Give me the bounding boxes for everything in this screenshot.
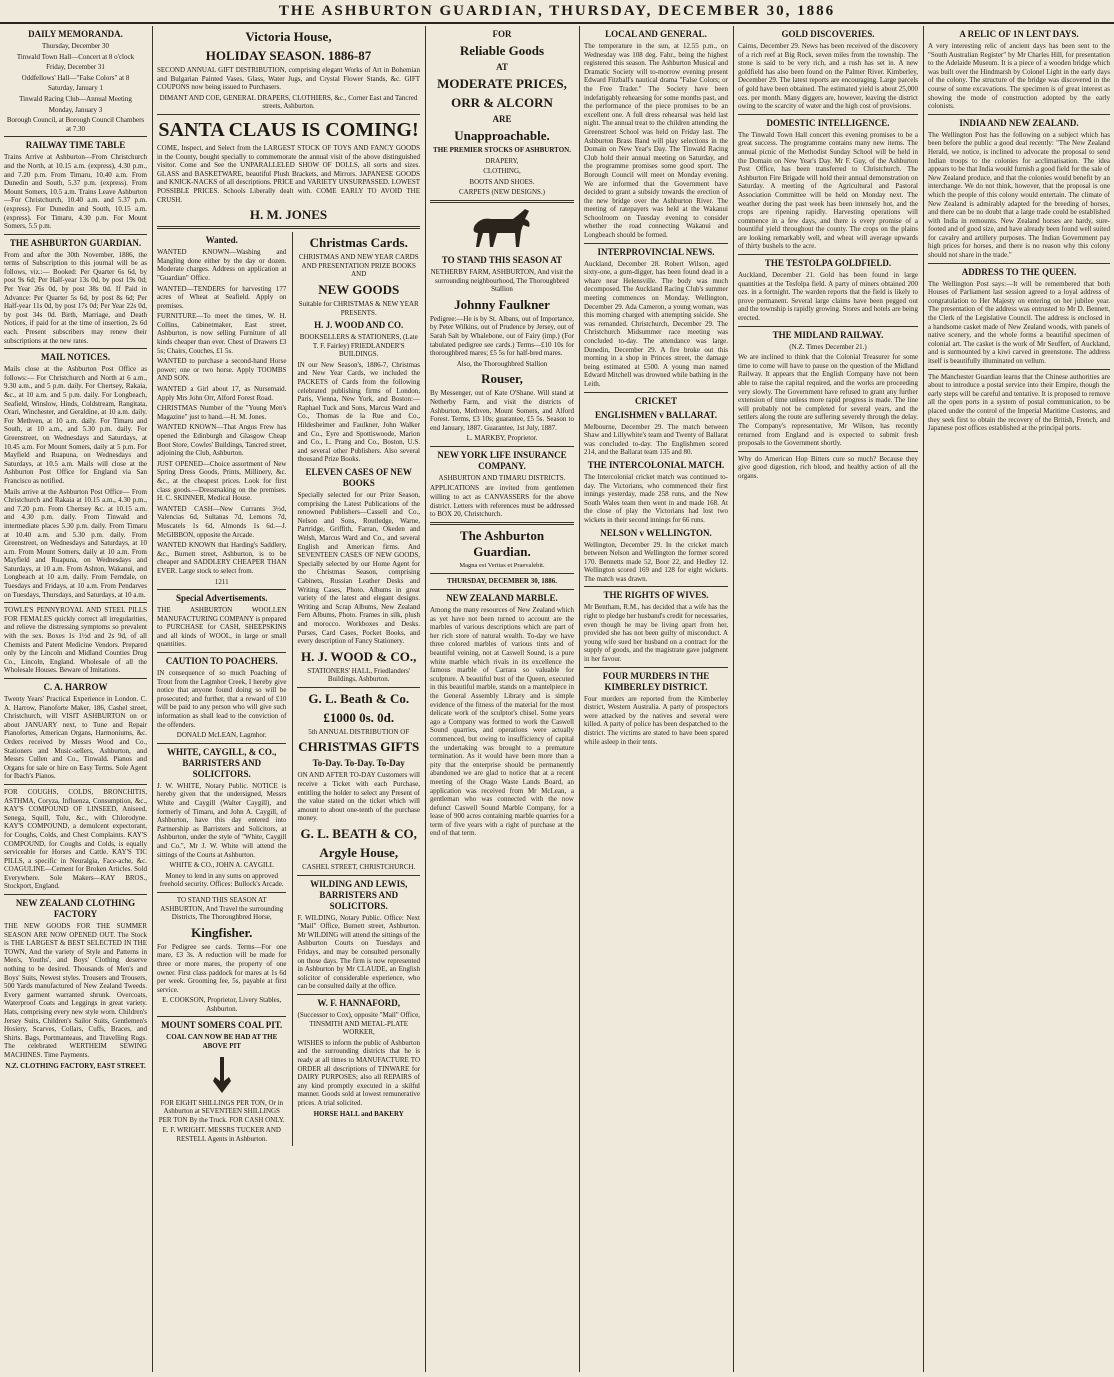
rouser-sign: L. MARKBY, Proprietor. <box>466 434 538 443</box>
clothing-title: NEW ZEALAND CLOTHING FACTORY <box>15 898 136 920</box>
kingfisher-sign: E. COOKSON, Proprietor, Livery Stables, Ashburton. <box>162 996 282 1013</box>
holiday-sign: DIMANT AND COE, GENERAL DRAPERS, CLOTHIERS, &c., Corner East and Tancred streets, Ashburton. <box>159 93 418 111</box>
wives-title: THE RIGHTS OF WIVES. <box>603 590 709 601</box>
reliable-goods: Reliable Goods <box>459 43 545 58</box>
kingfisher-text: For Pedigree see cards. Terms—For one mare, £3 3s. A reduction will be made for three or more mares, the property of one owner. First class paddock for mares at 1s 6d per week. Grooming fee, 5s, payable at first service. <box>157 942 287 994</box>
india-title: INDIA AND NEW ZEALAND. <box>959 117 1079 128</box>
clothing-ad: THE NEW GOODS FOR THE SUMMER SEASON ARE NOW OPENED OUT. The Stock is THE LARGEST & BEST SELECTED IN THE TOWN, And the variety of Style and Patterns in Men's, Youths', and Boys' Clothing deserve nothing to be desired. Thousands of Men's and Boys' Suits, Newest styles. Trousers and Trousers, 500 Yards manufactured of New Zealand Tweeds. Every garment warranted shrunk. Overcoats, Waterproof Coats and Leggings in great variety. Hats, comprising every new style worn. Children's Jersey Suits, Children's Sailor Suits, Gentlemen's Hosiery, Scarves, Collars, Cuffs, Braces, and Shirts. Bags, Portmanteaus, and Travelling Rugs. The celebrated WERTHEIM SEWING MACHINES. Time Payments. <box>4 922 147 1059</box>
mail-in-text: Mails arrive at the Ashburton Post Office— From Christchurch and Rakaia at 10.15 a.m., 4.30 p.m., and 7.20 p.m. From Chertsey &c. at 10.15 a.m. and 4.30 p.m. daily. From Tinwald and intermediate places 5.30 p.m. daily. From Timaru at 10.40 a.m. and 5.30 p.m. daily. From Greenstreet, on Wednesdays and Saturdays, at 10 a.m. From Mount Somers, daily at 10 a.m. From Mayfield and Ruapuna, on Wednesdays and Saturdays, at 10 a.m. From Ashton, Wakanui, and Longbeach at 10 a.m. daily. From Ferndale, on Tuesdays and Fridays, at 10 a.m. From Pendarves on Tuesdays, Thursdays, and Saturdays, at 10 a.m. <box>4 487 147 599</box>
midland-sub: (N.Z. Times December 21.) <box>789 342 867 351</box>
memo-item: Thursday, December 30 <box>42 42 109 50</box>
wanted-title: Wanted. <box>205 235 238 246</box>
eleven-title: ELEVEN CASES OF NEW BOOKS <box>305 467 412 488</box>
wanted-item: JUST OPENED—Choice assortment of New Spring Dress Goods, Prints, Millinery, &c. &c., at the cheapest prices. Look for first class goods.—Dressmaking on the premises. H. C. SKINNER, Medical House. <box>157 459 287 503</box>
eleven-text: Specially selected for our Prize Season, comprising the Latest Publications of the renowned Publishers—Cassell and Co., Nelson and Sons, Routledge, Warne, Partridge, Griffith, Farran, Okeden and Welsh, Marcus Ward and Co., and several English and American firms. And SEVENTEEN CASES OF NEW GOODS, Specially selected by our Home Agent for the Christmas Season, comprising Cabinets, Russian Leather Desks and Writing Cases, Photo. Albums in great variety of the latest and elegant designs. Writing and Scrap Albums, New Zealand Fern Albums, Photo. Frames in silk, plush and morocco. Workboxes and Desks. Purses, Card Cases, Pocket Books, and every description of Fancy Stationery. <box>297 491 420 646</box>
wood-footer-sub: STATIONERS' HALL, Friedlanders' Buildings, Ashburton. <box>307 666 411 684</box>
nylife-title: NEW YORK LIFE INSURANCE COMPANY. <box>437 449 567 471</box>
column-2 <box>153 26 424 1372</box>
murder-title: FOUR MURDERS IN THE KIMBERLEY DISTRICT. <box>602 670 710 692</box>
goods-sub: Suitable for CHRISTMAS & NEW YEAR PRESENTS. <box>298 299 419 317</box>
wives-text: Mr Bentham, R.M., has decided that a wife has the right to pledge her husband's credit for necessaries, even though he may be living apart from her, provided she has not been guilty of misconduct. A young wife sued her husband on a contract for the supply of goods, and the magistrate gave judgment in her favour. <box>584 603 728 664</box>
white-footer: Money to lend in any sums on approved freehold security. Offices: Bullock's Arcade. <box>159 871 284 889</box>
argyle-title: G. L. BEATH & CO, <box>300 826 417 842</box>
hannaford-title: W. F. HANNAFORD, <box>317 997 401 1008</box>
sport-title: DOMESTIC INTELLIGENCE. <box>766 117 890 128</box>
midland-title: THE MIDLAND RAILWAY. <box>772 329 884 340</box>
santa-title: SANTA CLAUS IS COMING! <box>158 118 419 141</box>
unapproachable: Unapproachable. <box>454 128 550 143</box>
rouser-title: Rouser, <box>481 371 523 387</box>
beath-sub: 5th ANNUAL DISTRIBUTION OF <box>308 727 410 736</box>
gold-title: GOLD DISCOVERIES. <box>781 29 875 39</box>
coal-sub: COAL CAN NOW BE HAD AT THE ABOVE PIT <box>166 1033 278 1051</box>
woollen-ad: THE ASHBURTON WOOLLEN MANUFACTURING COMPANY is prepared to PURCHASE for CASH, SHEEPSKINS and all kinds of WOOL, in large or small quantities. <box>157 606 287 649</box>
today-line: To-Day. To-Day. To-Day <box>312 758 405 769</box>
wanted-item: WANTED CASH—New Currants 3½d, Valencias 6d, Sultanas 7d, Lemons 7d, Muscatels 1s 6d, Almonds 1s 6d.—J. McGIBBON, opposite the Arcade. <box>157 504 287 539</box>
wood-title: H. J. WOOD AND CO. <box>314 320 404 331</box>
beath-title: G. L. Beath & Co. <box>308 690 410 706</box>
guardian-terms-title: THE ASHBURTON GUARDIAN. <box>9 237 142 248</box>
railway-title: RAILWAY TIME TABLE <box>25 140 126 151</box>
column-4 <box>426 26 578 1372</box>
wilding-title: WILDING AND LEWIS, BARRISTERS AND SOLICITORS. <box>310 878 408 911</box>
kingfisher-intro: TO STAND THIS SEASON AT ASHBURTON, And Travel the surrounding Districts, The Thoroughbred Horse, <box>160 895 284 922</box>
gifts-text: ON AND AFTER TO-DAY Customers will receive a Ticket with each Purchase, entitling the holder to select any Present of the value stated on the ticket which will amount to about one-tenth of the purchase money. <box>297 771 420 823</box>
pills-ad: TOWLE'S PENNYROYAL AND STEEL PILLS FOR FEMALES quickly correct all irregularities, and relieve the distressing symptoms so prevalent with the sex. Boxes 1s 1½d and 2s 9d, of all Chemists and Patent Medicine Vendors. Prepared only by the Lincoln and Midland Counties Drug Co., Lincoln, England. Wholesale of all the Wholesale Houses. Beware of Imitations. <box>4 606 147 675</box>
mail-title: MAIL NOTICES. <box>40 352 111 363</box>
eng-title: ENGLISHMEN v BALLARAT. <box>595 409 717 420</box>
kingfisher-title: Kingfisher. <box>191 924 253 940</box>
wanted-item: WANTED KNOWN that Harding's Saddlery, &c., Burnett street, Ashburton, is to be cheaper and SADDLERY CHEAPER THAN EVER. Large stock to select from. <box>157 541 287 575</box>
premier-stocks: THE PREMIER STOCKS OF ASHBURTON. <box>433 146 571 154</box>
faulkner-title: Johnny Faulkner <box>454 296 550 312</box>
stock-item: BOOTS AND SHOES. <box>469 177 535 186</box>
wilding-text: F. WILDING, Notary Public. Office: Next "Mail" Office, Burnett street, Ashburton. Mr WILDING will attend the sittings of the Ashburton Courts on Tuesdays and Fridays, and may be consulted personally on those days. The firm is now represented in Ashburton by Mr CLAUDE, an English solicitor of considerable experience, who can be consulted daily at the office. <box>297 913 420 991</box>
argyle-addr: CASHEL STREET, CHRISTCHURCH. <box>302 863 416 872</box>
holiday-title: HOLIDAY SEASON. 1886-87 <box>205 48 372 63</box>
rouser-text: By Messenger, out of Kate O'Shane. Will stand at Netherby Farm, and visit the districts of Ashburton, Methven, Mount Somers, and Alford Forest. Terms, £3 10s; guarantee, £5 5s. Season to end January, 1887. Guarantee, 1st July, 1887. <box>430 389 574 432</box>
queen-text: The Wellington Post says:—It will be remembered that both Houses of Parliament last session agreed to a loyal address of congratulation to Her Majesty on entering on her jubilee year. The presentation of the address was entrusted to Mr D. Bennett, the Clerk of the Legislative Council. The address is enclosed in a handsome casket made of New Zealand woods, with panels of native scenery, and the whole forms a beautiful specimen of colonial art. The casket is the work of Mr Seuffert, of Auckland, and is surmounted by a kiwi carved in greenstone. The address itself is beautifully illuminated on vellum. <box>928 279 1110 365</box>
inter-title: INTERPROVINCIAL NEWS. <box>597 246 715 257</box>
white-text: J. W. WHITE, Notary Public. NOTICE is hereby given that the undersigned, Messrs White and Caygill (Walter Caygill), and formerly of Timaru, and John A. Caygill, of Ashburton, have this day entered into Partnership as Barristers and Solicitors, at Ashburton, under the style of "White, Caygill and Co.", Mr J. W. White will attend the sittings of the Courts at Ashburton. <box>157 781 287 859</box>
clothing-footer: N.Z. CLOTHING FACTORY, EAST STREET. <box>5 1061 146 1070</box>
memo-item: Tinwald Town Hall—Concert at 8 o'clock <box>16 52 135 61</box>
local-title: LOCAL AND GENERAL. <box>605 29 707 39</box>
wanted-item: CHRISTMAS Number of the "Young Men's Magazine" just to hand.—H. M. Jones. <box>157 404 287 421</box>
wanted-item: 1211 <box>214 577 229 586</box>
are-line: ARE <box>492 114 512 124</box>
faulkner-text: Pedigree:—He is by St. Albans, out of Importance, by Peter Wilkins, out of Prudence by Jersey, out of Sarah Salt by Whalebone, out of Fairy (imp.) (For tabulated pedigree see cards.) Terms—£10 10s for thoroughbred mares; £5 5s for half-bred mares. <box>430 314 574 358</box>
wanted-item: WANTED to purchase a second-hand Horse power; one or two horse. Apply TOOMBS AND SON. <box>157 357 287 383</box>
railway-text: Trains Arrive at Ashburton—From Christchurch and the North, at 10.15 a.m. (express), 4.30 p.m., and 7.20 p.m. From Timaru, 10.40 a.m. From Dunedin and South, 5.37 p.m. (express). From Mount Somers, 10.5 a.m. Trains Leave Ashburton—For Christchurch, 10.40 a.m. and 5.37 p.m. (express). For Dunedin and South, 10.15 a.m. (express). For Timaru, 4.30 p.m. For Mount Somers, 5.5 p.m. <box>4 153 147 231</box>
wanted-item: FURNITURE—To meet the times, W. H. Collins, Cabinetmaker, East street, Ashburton, is now selling Furniture of all kinds cheaper than ever. Chest of Drawers £3 5s; Chairs, Couches, £1 5s. <box>157 312 287 355</box>
india-text: The Wellington Post has the following on a subject which has been before the public a good deal recently: "The New Zealand Herald, we notice, is inclined to advocate the proposal to send Indian troops to the colonies for acclimatisation. The idea appears to be that India would furnish a good field for the sale of New Zealand produce, and that the colonies would benefit by an interchange. We do not think, however, that the proposal is one which the people of this colony would entertain. The climate of New Zealand is admirably adapted for the breeding of horses, and there can be no doubt that a large trade could be established with India in remounts. New Zealand horses are hardy, sure-footed and of good size, and have already been found well suited for cavalry and artillery purposes. The Indian Government pay high prices for horses, and there is no reason why this colony should not share in the trade." <box>928 130 1110 260</box>
wood-footer-title: H. J. WOOD & CO., <box>301 648 417 664</box>
col3-inner <box>292 232 420 1146</box>
midland-text: We are inclined to think that the Colonial Treasurer for some time to come will have to pause on the question of the Midland Railway. It appears that the English Company have not been able to raise the capital required, and the works are proceeding very slowly. The Government have refused to grant any further extension of time unless more rapid progress is made. The line will probably not be completed for several years, and the settlers along the route are suffering severely through the delay. The Company's representative, Mr Wilson, has recently returned from England and is expected to submit fresh proposals to the Government shortly. <box>738 353 918 448</box>
santa-text: COME, Inspect, and Select from the LARGEST STOCK OF TOYS AND FANCY GOODS in the County, bought specially to commemorate the annual visit of the above distinguished visitor. Come and See the UNPARALLELED SHOW OF DOLLS, all sorts and sizes. GLASS and BASKETWARE, beautiful Plush Brackets, and Mirrors. JAPANESE GOODS and KNICK-NACKS of all descriptions. PRICE and VARIETY UNSURPASSED. LOWEST POSSIBLE PRICES. Schools Liberally dealt with. COME EARLY TO AVOID THE CRUSH. <box>157 143 420 204</box>
column-1 <box>0 26 151 1372</box>
hand-pointer-icon <box>207 1055 237 1095</box>
also-line: Also, the Thoroughbred Stallion <box>456 359 548 368</box>
marble-text: Among the many resources of New Zealand which as yet have not been turned to account are the marbles of various descriptions which are part of her rich store of natural wealth. To-day we have three colored marbles of various tints and of beautiful veining, not at Caswell Sound, is a pure white marble which rivals in its excellence the famous marble of Carrara so valuable for sculpture. A beautiful bust of the Queen, executed in this beautiful marble, stands on a mantelpiece in the General Assembly Library and is simple evidence of the fitness of the material for the most delicate work of the sculptor's chisel. Some years ago a Company was formed to work the Caswell Sound quarries, and operations were actually commenced, but owing to insufficiency of capital the undertaking was brought to a premature termination. As it would have been more than a pity that the enterprise should be permanently abandoned we are glad to notice that at a recent meeting of the Otago Waste Lands Board, an application was received from Mr McLean, a gentleman who was connected with the now defunct Caswell Sound Marble Company, for a lease of 900 acres containing marble quarries for a term of five years with a right of purchase at the end of that term. <box>430 606 574 838</box>
poachers-text: IN consequence of so much Poaching of Trout from the Lagmhor Creek, I hereby give notice that anyone found doing so will be prosecuted; and further, that a reward of £10 will be paid to any person who will give such information as shall lead to the conviction of the offenders. <box>157 669 287 729</box>
harrow-ad: Twenty Years' Practical Experience in London. C. A. Harrow, Pianoforte Maker, 186, Cashel street, Christchurch, will VISIT ASHBURTON on or about JANUARY next, to Tune and Repair Pianofortes, American Organs, Harmoniums, &c. Orders received by Messrs Wood and Co., Stationers and Music-sellers, Ashburton, and Messrs Cullen and Co., Tinwald. Pianos and Organs for sale or hire on Easy Terms. Sole Agent for Ibach's Pianos. <box>4 695 147 781</box>
beath-amount: £1000 0s. 0d. <box>323 709 395 725</box>
wanted-item: WANTED a Girl about 17, as Nursemaid. Apply Mrs John Orr, Alford Forest Road. <box>157 385 287 402</box>
holiday-text: SECOND ANNUAL GIFT DISTRIBUTION, comprising elegant Works of Art in Bohemian and Bulgarian Painted Vases, Glass, Water Jugs, and Crystal Flower Stands, &c. GIFT COUPONS now being issued to Purchasers. <box>157 66 420 92</box>
gifts-title: CHRISTMAS GIFTS <box>298 739 420 755</box>
stand-title: TO STAND THIS SEASON AT <box>441 254 563 265</box>
memoranda-title: DAILY MEMORANDA. <box>28 29 123 39</box>
nylife-text: APPLICATIONS are invited from gentlemen willing to act as CANVASSERS for the above district. Letters with references must be addressed to BOX 20, Christchurch. <box>430 484 574 519</box>
memo-item: Oddfellows' Hall—"False Colors" at 8 <box>21 73 130 82</box>
manchester-text: The Manchester Guardian learns that the Chinese authorities are about to introduce a postal service into their Empire, though the early steps will be careful and tentative. It is proposed to remove all the open ports in a system of postal communication, to be placed under the control of the Imperial Maritime Customs, and they seek first to obtain the recovery of the British, French, and Japanese post offices established at the principal ports. <box>928 372 1110 433</box>
col2-split <box>157 232 420 1146</box>
poachers-sign: DONALD McLEAN, Lagmhor. <box>176 731 267 740</box>
gold-text: Cairns, December 29. News has been received of the discovery of a rich reef at Big Rock, seven miles from the township. The stone is said to be very rich, and a rush has set in. A new goldfield has also been found on the Palmer River. Kimberley, December 29. The latest reports are encouraging. Large parcels of gold have been obtained. The estimated yield is about 25,000 ozs. per month. Many diggers are, however, leaving the district owing to the scarcity of water and the high cost of provisions. <box>738 42 918 111</box>
testolpa-title: THE TESTOLPA GOLDFIELD. <box>764 258 892 269</box>
memo-item: Borough Council, at Borough Council Chambers at 7.30 <box>6 116 145 133</box>
masthead: THE ASHBURTON GUARDIAN, THURSDAY, DECEMBER 30, 1886 <box>0 0 1114 24</box>
wood-text: IN our New Season's, 1886-7, Christmas and New Year Cards, we included the PACKETS of Cards from the following celebrated publishing firms of London, Paris, Vienna, New York, and Boston:—Raphael Tuck and Sons, Marcus Ward and Co., Thomas de la Rue and Co., Hildesheimer and Faulkner, John Walker and Co., Eyre and Spottiswoode, Marion and Co., L. Prang and Co., Boston, U.S. and several other Publishers. Also several thousand Prize Books. <box>297 360 420 464</box>
queen-title: ADDRESS TO THE QUEEN. <box>961 266 1077 277</box>
memo-item: Tinwald Racing Club—Annual Meeting <box>19 94 132 103</box>
ic-title: THE INTERCOLONIAL MATCH. <box>587 459 725 470</box>
horse-icon <box>467 207 537 251</box>
hannaford-sub: (Successor to Cox), opposite "Mail" Office, TINSMITH AND METAL-PLATE WORKER, <box>297 1010 420 1037</box>
poachers-title: CAUTION TO POACHERS. <box>165 656 278 667</box>
wood-sub: BOOKSELLERS & STATIONERS, (Late T. F. Fairley) FRIEDLANDER'S BUILDINGS. <box>299 333 418 359</box>
memo-item: Monday, January 3 <box>48 105 103 114</box>
hops-text: Why do American Hop Bitters cure so much? Because they give good digestion, rich blood, and healthy action of all the organs. <box>738 454 918 480</box>
murder-text: Four murders are reported from the Kimberley district, Western Australia. A party of prospectors were attacked by the natives and several were killed. A party of police has been despatched to the district. The victims are stated to have been spared while asleep in their tents. <box>584 694 728 746</box>
white-sign: WHITE & CO., JOHN A. CAYGILL <box>169 861 274 870</box>
coughs-ad: FOR COUGHS, COLDS, BRONCHITIS, ASTHMA, Coryza, Influenza, Consumption, &c., KAY'S COMPOUND OF LINSEED, Aniseed, Senega, Squill, Tolu, &c., with Chlorodyne. KAY'S COMPOUND, a demulcent expectorant, for Coughs, Colds, and Chest Complaints. KAY'S COMPOUND, for Coughs and Colds, is equally serviceable for Horses and Cattle. KAY'S TIC PILLS, a specific in Neuralgia, Face-ache, &c. COAGULINE—Cement for Broken Articles. Sold Everywhere. Sole Makers—KAY BROS., Stockport, England. <box>4 787 147 891</box>
at-line: AT <box>496 62 508 72</box>
wanted-item: WANTED KNOWN—Washing and Mangling done either by the day or dozen. Moderate charges. Address on application at "Guardian" Office. <box>157 248 287 282</box>
column-7 <box>924 26 1114 1372</box>
moderate-prices: MODERATE PRICES, <box>437 76 567 91</box>
cards-text: CHRISTMAS AND NEW YEAR CARDS AND PRESENTATION PRIZE BOOKS AND <box>298 253 419 279</box>
ic-text: The Intercolonial cricket match was continued to-day. The Victorians, who commenced their first innings yesterday, made 258 runs, and the New South Wales team then went in and made 168. At the close of play the Victorians had lost two wickets in their second innings for 66 runs. <box>584 472 728 524</box>
stock-item: CARPETS (NEW DESIGNS.) <box>458 188 545 197</box>
orr-alcorn: ORR & ALCORN <box>451 95 553 110</box>
hannaford-text: WISHES to inform the public of Ashburton and the surrounding districts that he is ready at all times to MANUFACTURE TO ORDER all descriptions of TINWARE for DAIRY PURPOSES; also all REPAIRS of any kind promptly executed in a skilful manner. Goods sold at lowest remunerative prices. A trial solicited. <box>297 1038 420 1107</box>
coal-title: MOUNT SOMERS COAL PIT. <box>161 1020 283 1031</box>
column-6 <box>734 26 922 1372</box>
paper-date: THURSDAY, DECEMBER 30, 1886. <box>447 577 557 586</box>
wanted-item: WANTED KNOWN—That Angus Frew has opened the Edinburgh and Glasgow Cheap Boot Store, Cowles' Buildings, Tancred street, adjoining the Club, Ashburton. <box>157 423 287 458</box>
stock-item: DRAPERY, <box>485 156 519 165</box>
marble-title: NEW ZEALAND MARBLE. <box>446 593 558 604</box>
harrow-title: C. A. HARROW <box>43 682 108 692</box>
paper-title: The Ashburton Guardian. <box>459 527 545 559</box>
relic-title: A RELIC OF 1N LENT DAYS. <box>959 29 1079 39</box>
inter-text: Auckland, December 28. Robert Wilson, aged sixty-one, a gum-digger, has been found dead in a whare near Helensville. The body was much decomposed. The Auckland Racing Club's summer meeting commences on Monday. Wellington, December 29. Ada Cameron, a young woman, was this morning charged with attempting suicide. She was remanded. Christchurch, December 29. The Christchurch Midsummer race meeting was concluded to-day. The attendance was large. Dunedin, December 29. A fire broke out this morning in a shop in Princes street, the damage being estimated at £500. A young man named Edward Mitchell was drowned while bathing in the Leith. <box>584 259 728 388</box>
cards-title: Christmas Cards. <box>309 235 408 251</box>
memoranda-list <box>4 42 147 133</box>
cricket-title: CRICKET <box>634 395 677 406</box>
paper-motto: Magna est Veritas et Praevalebit. <box>459 561 545 569</box>
for-line: FOR <box>492 29 512 39</box>
hannaford-footer: HORSE HALL and BAKERY <box>313 1109 404 1118</box>
jones-title: H. M. JONES <box>249 207 328 223</box>
mail-text: Mails close at the Ashburton Post Office as follows:— For Christchurch and North at 6 a.m., 9.30 a.m., and 5 p.m. daily. For Chertsey, Rakaia, &c., at 10 a.m. and 5 p.m. daily. For Longbeach, Seafield, Winslow, Hinds, Coldstream, Rangitata, Orari, Winchester, and Geraldine, at 10 a.m. daily. For Methven, at 10 a.m. daily. For Timaru and South, at 10 a.m., and 5.30 p.m. daily. For Greenstreet, on Wednesdays and Saturdays, at 10.45 a.m. For Mount Somers, daily at 5 p.m. For Mayfield and Ruapuna, on Wednesdays and Saturdays, at 10.5 a.m. Mails will close at the Ashburton Post Office for England via San Francisco as notified. <box>4 365 147 485</box>
guardian-terms-text: From and after the 30th November, 1886, the terms of Subscription to this journal will be as follows, viz.:— Booked: Per Quarter 6s 6d, by post 9s 6d; Per Half-year 13s 0d, by post 19s 0d; Per Year 26s 0d, by post 38s 0d. If Paid in Advance: Per Quarter 5s 6d, by post 8s 6d; Per Half-year 11s 0d, by post 17s 0d; Per Year 22s 0d, by post 34s 0d. Birth, Marriage, and Death Notices, if paid for at the time of insertion, 2s 6d each. Present subscribers may renew their subscriptions at the new rates. <box>4 250 147 345</box>
eng-text: Melbourne, December 29. The match between Shaw and Lillywhite's team and Twenty of Ballarat was concluded to-day. The Englishmen scored 214, and the Ballarat team 135 and 80. <box>584 422 728 457</box>
argyle-sub: Argyle House, <box>319 845 399 861</box>
special-title: Special Advertisements. <box>175 593 268 604</box>
white-title: WHITE, CAYGILL, & CO., BARRISTERS AND SOLICITORS. <box>167 746 277 779</box>
memo-item: Friday, December 31 <box>46 63 105 72</box>
memo-item: Saturday, January 1 <box>48 84 103 93</box>
wanted-column <box>157 232 286 1146</box>
wanted-item: WANTED—TENDERS for harvesting 177 acres of Wheat at Seafield. Apply on premises. <box>157 284 287 310</box>
relic-text: A very interesting relic of ancient days has been sent to the "South Australian Register" by Mr Charles Hill, for presentation to the Adelaide Museum. It is a piece of a wooden bridge which was built over the Hindmarsh by Colonel Light in the early days of the colony. The structure of the bridge was discovered in the course of some excavations. The specimen is of great interest as showing the mode of construction adopted by the early colonists. <box>928 42 1110 111</box>
victoria-title: Victoria House, <box>245 29 332 44</box>
nelson-title: NELSON v WELLINGTON. <box>600 527 712 538</box>
stand-sub: NETHERBY FARM, ASHBURTON, And visit the surrounding neighbourhood, The Thoroughbred Stallion <box>430 267 574 294</box>
sport-text: The Tinwald Town Hall concert this evening promises to be a great success. The programme contains many new items. The annual picnic of the Methodist Sunday School will be held in the Domain on New Year's Day. Mr F. Guy, of the Ashburton Post Office, has been transferred to Christchurch. The Ashburton Fire Brigade will hold their annual demonstration on Saturday. A meeting of the Agricultural and Pastoral Association Committee will be held on Monday next. The weather during the past week has been intensely hot, and the crops are ripening rapidly. Harvesting operations will commence in a few days, and there is every promise of a bountiful yield throughout the county. The crops on the plains are looking remarkably well, and wheat will average upwards of thirty bushels to the acre. <box>738 130 918 251</box>
nylife-sub: ASHBURTON AND TIMARU DISTRICTS. <box>438 473 566 482</box>
coal-text: FOR EIGHT SHILLINGS PER TON, Or in Ashburton at SEVENTEEN SHILLINGS PER TON By the Truck. FOR CASH ONLY. <box>158 1098 285 1124</box>
goods-title: NEW GOODS <box>318 281 400 297</box>
coal-sign: E. F. WRIGHT. MESSRS TUCKER AND RESTELL Agents in Ashburton. <box>162 1126 281 1144</box>
testolpa-text: Auckland, December 21. Gold has been found in large quantities at the Tesfolpa field. A party of miners obtained 200 ozs. in a fortnight. The warden reports that the field is likely to prove permanent. Several large claims have been pegged out and the township is rapidly growing. Stores and hotels are being erected. <box>738 271 918 323</box>
nelson-text: Wellington, December 29. In the cricket match between Nelson and Wellington the former scored 170. Bennetts made 52, Boor 22, and Hedley 12. Wellington scored 169 and 128 for eight wickets. The match was drawn. <box>584 540 728 583</box>
stock-item: CLOTHING, <box>483 167 521 176</box>
local-text: The temperature in the sun, at 12.55 p.m., on Wednesday was 108 deg. Fahr., being the highest registered this season. The Ashburton Musical and Dramatic Society will to-morrow evening present Edward Fitzball's nautical drama "False Colors; or the Free Trader." The Society have been indefatigably rehearsing for some months past, and the performance of the piece promises to be an excellent one. A full dress rehearsal was held last night. The annual treat to the children attending the Greenstreet School was held on Friday last. The Ashburton Brass Band will play selections in the Domain on New Year's Day. The Tinwald Racing Club hold their annual meeting on Saturday, and the programme promises some good sport. The Borough Council will meet on Monday evening. We are informed that the Government have decided to grant a subsidy towards the erection of the new bridge over the Ashburton River. The meeting of ratepayers was held at the Wakanui Schoolroom on Tuesday evening to consider whether the road connecting Wakanui and Longbeach should be formed. <box>584 42 728 240</box>
column-5 <box>580 26 732 1372</box>
